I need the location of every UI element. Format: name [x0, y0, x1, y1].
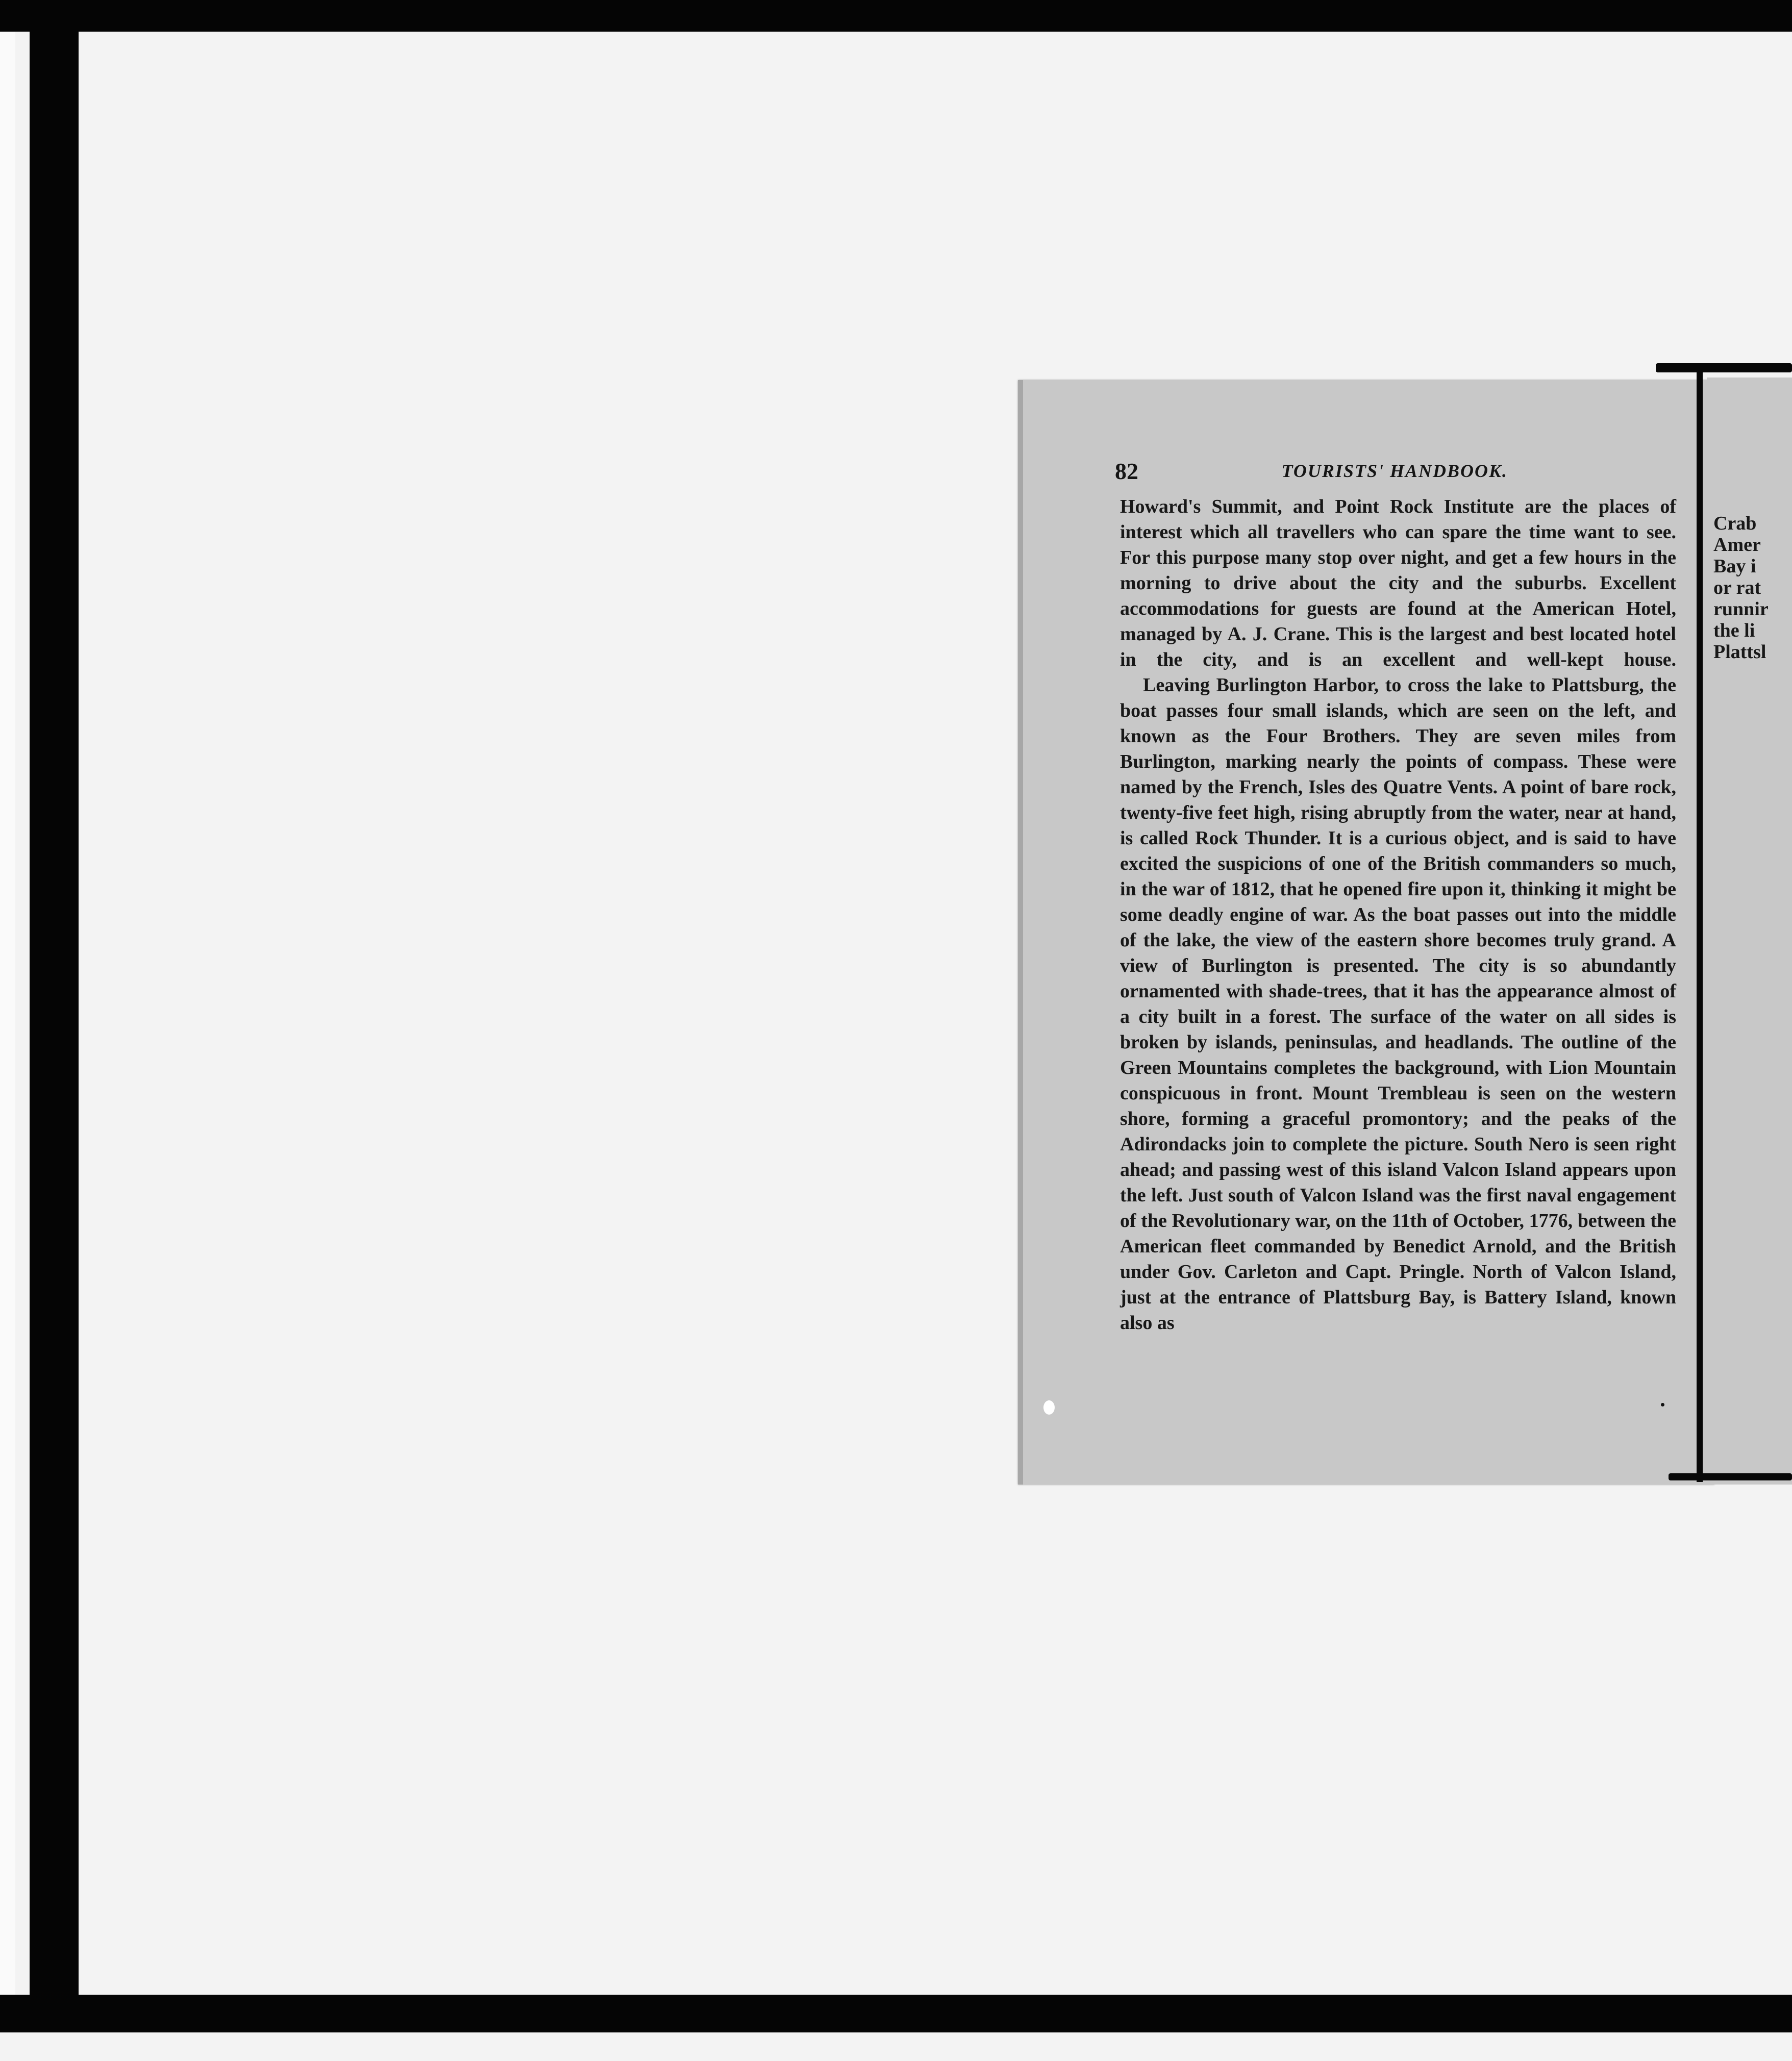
facing-page-line: Plattsl — [1713, 641, 1766, 663]
paragraph-1: Howard's Summit, and Point Rock Institute are the places of interest which all travellers who can spare the time want to see. For this purpose many stop over night, and get a few hours in the morning to drive about the city and the suburbs. Excellent accommodations for guests are found at the American Hotel, managed by A. J. Crane. This is the largest and best located hotel in the city, and is an excellent and well-kept house. — [1120, 496, 1676, 670]
book-spine-line — [1697, 370, 1703, 1482]
facing-page-line: Crab — [1713, 513, 1757, 534]
scan-border-bottom — [0, 1995, 1792, 2032]
ink-speck — [1661, 1403, 1664, 1406]
facing-page-line: the li — [1713, 620, 1755, 641]
facing-page-line: Bay i — [1713, 556, 1756, 577]
page-body — [1120, 494, 1676, 1336]
binding-clip-bottom — [1669, 1473, 1792, 1480]
scan-edge-left — [0, 0, 15, 2061]
facing-page-line: runnir — [1713, 598, 1769, 620]
binding-clip-top — [1656, 363, 1792, 372]
facing-page-text — [1713, 513, 1792, 663]
facing-page-line: or rat — [1713, 577, 1761, 598]
page-header — [1115, 453, 1676, 489]
scan-border-left — [30, 0, 79, 2061]
facing-page-line: Amer — [1713, 534, 1761, 556]
page-number: 82 — [1115, 458, 1138, 484]
scan-edge-bottom — [0, 2032, 1792, 2061]
scan-border-top — [0, 0, 1792, 32]
paragraph-2: Leaving Burlington Harbor, to cross the lake to Plattsburg, the boat passes four small islands, which are seen on the left, and known as the Four Brothers. They are seven miles from Burlington, marking nearly the points of compass. These were named by the French, Isles des Quatre Vents. A point of bare rock, twenty-five feet high, rising abruptly from the water, near at hand, is called Rock Thunder. It is a curious object, and is said to have excited the suspicions of one of the British commanders so much, in the war of 1812, that he opened fire upon it, thinking it might be some deadly engine of war. As the boat passes out into the middle of the lake, the view of the eastern shore becomes truly grand. A view of Burlington is presented. The city is so abundantly ornamented with shade-trees, that it has the appearance almost of a city built in a forest. The surface of the water on all sides is broken by islands, peninsulas, and headlands. The outline of the Green Mountains completes the background, with Lion Mountain conspicuous in front. Mount Trembleau is seen on the western shore, forming a graceful promontory; and the peaks of the Adirondacks join to complete the picture. South Nero is seen right ahead; and passing west of this island Valcon Island appears upon the left. Just south of Valcon Island was the first naval engagement of the Revolutionary war, on the 11th of October, 1776, between the American fleet commanded by Benedict Arnold, and the British under Gov. Carleton and Capt. Pringle. North of Valcon Island, just at the entrance of Plattsburg Bay, is Battery Island, known also as — [1120, 674, 1676, 1334]
running-title: TOURISTS' HANDBOOK. — [1281, 461, 1508, 481]
paper-hole — [1043, 1400, 1055, 1415]
